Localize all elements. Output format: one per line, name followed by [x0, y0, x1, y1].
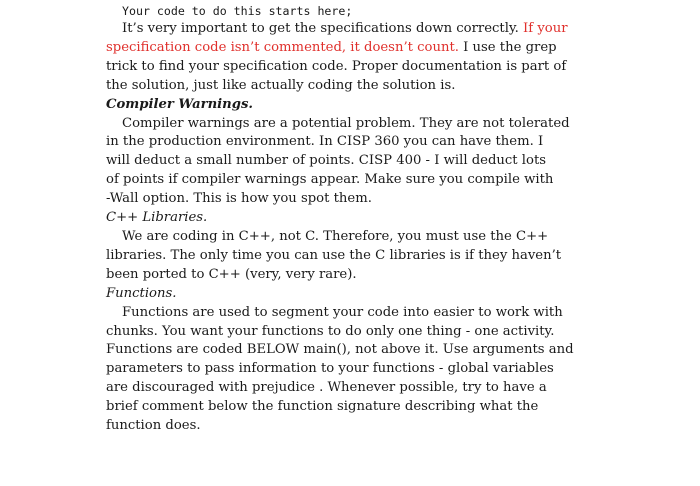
paragraph-line: are discouraged with prejudice . Whenever possible, try to have a [106, 380, 547, 396]
specification-paragraph [106, 20, 568, 96]
highlighted-text: specification code isn’t commented, it doesn’t count. [106, 39, 459, 55]
functions-section [106, 285, 574, 436]
paragraph-line: Compiler warnings are a potential problem. They are not tolerated [122, 115, 570, 131]
paragraph-line: We are coding in C++, not C. Therefore, you must use the C++ [122, 228, 549, 244]
paragraph-line: brief comment below the function signature describing what the [106, 399, 539, 415]
compiler-warnings-section [106, 96, 570, 209]
paragraph-line: -Wall option. This is how you spot them. [106, 191, 372, 207]
paragraph-line: parameters to pass information to your functions - global variables [106, 361, 554, 377]
paragraph-line: will deduct a small number of points. CISP 400 - I will deduct lots [106, 153, 547, 169]
section-heading: Compiler Warnings. [106, 96, 253, 112]
text-run: I use the grep [463, 39, 557, 55]
section-heading: Functions. [106, 285, 177, 301]
document-page [106, 0, 574, 436]
section-heading: C++ Libraries. [106, 210, 208, 226]
cpp-libraries-section [106, 209, 562, 285]
code-snippet: Your code to do this starts here; [122, 4, 353, 18]
paragraph-line: trick to find your specification code. Proper documentation is part of [106, 58, 567, 74]
paragraph-line: the solution, just like actually coding the solution is. [106, 77, 456, 93]
paragraph-line [106, 39, 557, 58]
paragraph-line: chunks. You want your functions to do only one thing - one activity. [106, 323, 555, 339]
paragraph-line: libraries. The only time you can use the C libraries is if they haven’t [106, 247, 562, 263]
paragraph-line [106, 20, 568, 39]
text-run: It’s very important to get the specifications down correctly. [122, 21, 519, 36]
paragraph-line: Functions are coded BELOW main(), not above it. Use arguments and [106, 342, 574, 358]
paragraph-line: in the production environment. In CISP 360 you can have them. I [106, 134, 544, 150]
paragraph-line: been ported to C++ (very, very rare). [106, 266, 357, 282]
paragraph-line: Functions are used to segment your code into easier to work with [122, 304, 563, 320]
paragraph-line: function does. [106, 418, 201, 434]
highlighted-text: If your [523, 21, 568, 36]
paragraph-line: of points if compiler warnings appear. Make sure you compile with [106, 172, 554, 188]
